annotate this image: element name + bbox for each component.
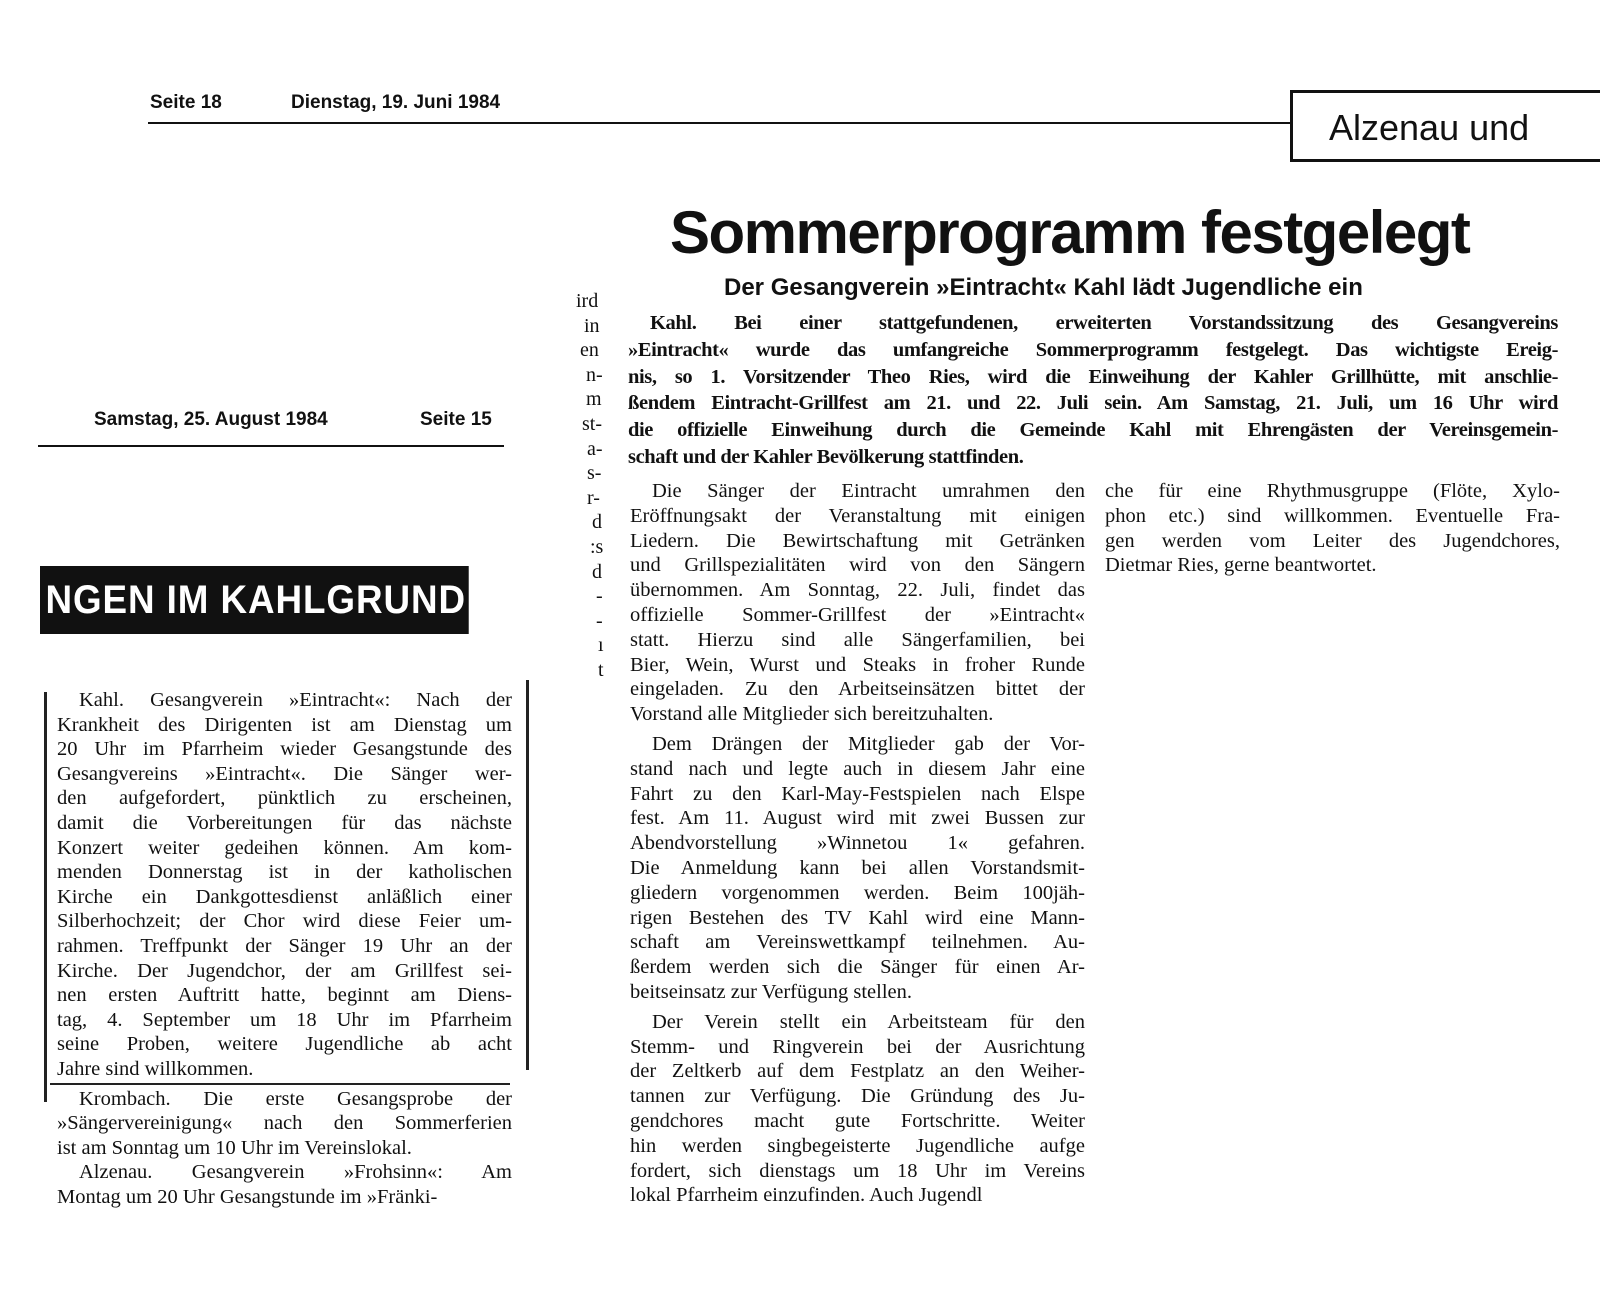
- text-line: die offizielle Einweihung durch die Gemeinde Kahl mit Ehrengästen der Vereinsgemein-: [628, 419, 1558, 442]
- subheadline: Der Gesangverein »Eintracht« Kahl lädt Jugendliche ein: [724, 274, 1363, 301]
- text-line: und Grillspezialitäten wird von den Sängern: [630, 554, 1085, 577]
- text-line: lokal Pfarrheim einzufinden. Auch Jugendl: [630, 1184, 983, 1207]
- text-line: Kahl. Bei einer stattgefundenen, erweiterten Vorstandssitzung des Gesangvereins: [650, 312, 1558, 334]
- fragment-text: :s: [590, 536, 604, 558]
- text-line: Stemm- und Ringverein bei der Ausrichtung: [630, 1035, 1085, 1058]
- text-line: Montag um 20 Uhr Gesangstunde im »Fränki-: [57, 1186, 438, 1208]
- section-box: [1290, 90, 1600, 162]
- fragment-text: in: [584, 314, 600, 337]
- text-line: damit die Vorbereitungen für das nächste: [57, 812, 512, 834]
- text-line: den aufgefordert, pünktlich zu erscheinen,: [57, 787, 512, 810]
- text-line: Dem Drängen der Mitglieder gab der Vor-: [652, 733, 1085, 755]
- fragment-text: m: [586, 388, 602, 411]
- text-line: Alzenau. Gesangverein »Frohsinn«: Am: [79, 1161, 512, 1184]
- text-line: 20 Uhr im Pfarrheim wieder Gesangstunde des: [57, 738, 512, 761]
- text-line: ßerdem werden sich die Sänger für einen Ar-: [630, 956, 1085, 979]
- text-line: Kirche. Der Jugendchor, der am Grillfest sei-: [57, 959, 512, 982]
- fragment-text: d: [592, 511, 602, 534]
- text-line: tannen zur Verfügung. Die Gründung des Ju-: [630, 1085, 1085, 1108]
- text-line: che für eine Rhythmusgruppe (Flöte, Xylo-: [1105, 480, 1560, 502]
- text-line: gliedern vorgenommen werden. Beim 100jäh-: [630, 881, 1085, 904]
- text-line: rigen Bestehen des TV Kahl wird eine Mann-: [630, 906, 1085, 929]
- fragment-text: st-: [582, 413, 602, 435]
- text-line: gendchores macht gute Fortschritte. Weiter: [630, 1110, 1085, 1132]
- text-line: »Sängervereinigung« nach den Sommerferien: [57, 1112, 512, 1135]
- text-line: ßendem Eintracht-Grillfest am 21. und 22. Juli sein. Am Samstag, 21. Juli, um 16 Uhr wird: [628, 392, 1558, 415]
- page-number: Seite 18: [150, 92, 222, 113]
- text-line: Die Anmeldung kann bei allen Vorstandsmit-: [630, 857, 1085, 879]
- clip-mark-right: [526, 680, 529, 1070]
- text-line: Der Verein stellt ein Arbeitsteam für den: [652, 1010, 1085, 1033]
- text-line: Bier, Wein, Wurst und Steaks in froher Runde: [630, 653, 1085, 676]
- text-line: Krankheit des Dirigenten ist am Dienstag um: [57, 713, 512, 736]
- fragment-text: d: [592, 560, 602, 583]
- text-line: Jahre sind willkommen.: [57, 1058, 254, 1080]
- clip-mark-left: [44, 692, 47, 1102]
- fragment-text: en: [580, 339, 599, 362]
- clipping-date: Samstag, 25. August 1984: [94, 409, 328, 430]
- section-title: Alzenau und: [1329, 107, 1530, 148]
- text-line: menden Donnerstag ist in der katholischen: [57, 861, 512, 884]
- fragment-text: a-: [587, 437, 603, 460]
- text-line: offizielle Sommer-Grillfest der »Eintracht«: [630, 604, 1085, 626]
- text-line: statt. Hierzu sind alle Sängerfamilien, bei: [630, 628, 1085, 651]
- text-line: gen werden vom Leiter des Jugendchores,: [1105, 529, 1560, 552]
- clipping-page: Seite 15: [420, 409, 492, 430]
- text-line: nis, so 1. Vorsitzender Theo Ries, wird die Einweihung der Kahler Grillhütte, mit anschlie-: [628, 365, 1558, 388]
- text-line: Konzert weiter gedeihen können. Am kom-: [57, 836, 512, 859]
- text-line: Abendvorstellung »Winnetou 1« gefahren.: [630, 832, 1085, 855]
- fragment-text: s-: [587, 462, 602, 485]
- text-line: »Eintracht« wurde das umfangreiche Sommerprogramm festgelegt. Das wichtigste Ereig-: [628, 338, 1558, 361]
- header-rule: [148, 122, 1290, 124]
- text-line: rahmen. Treffpunkt der Sänger 19 Uhr an der: [57, 935, 512, 957]
- text-line: Kahl. Gesangverein »Eintracht«: Nach der: [79, 689, 512, 711]
- fragment-text: ı: [598, 634, 604, 657]
- headline: Sommerprogramm festgelegt: [670, 199, 1470, 266]
- text-line: Vorstand alle Mitglieder sich bereitzuhalten.: [630, 703, 994, 726]
- text-line: eingeladen. Zu den Arbeitseinsätzen bittet der: [630, 678, 1085, 701]
- text-line: schaft am Vereinswettkampf teilnehmen. Au-: [630, 931, 1085, 954]
- text-line: Krombach. Die erste Gesangsprobe der: [79, 1087, 512, 1110]
- text-line: Silberhochzeit; der Chor wird diese Feier um-: [57, 910, 512, 933]
- text-line: nen ersten Auftritt hatte, beginnt am Diens-: [57, 984, 512, 1007]
- fragment-text: -: [596, 609, 603, 632]
- text-line: Eröffnungsakt der Veranstaltung mit einigen: [630, 504, 1085, 527]
- text-line: stand nach und legte auch in diesem Jahr eine: [630, 757, 1085, 780]
- text-line: Liedern. Die Bewirtschaftung mit Getränken: [630, 529, 1085, 552]
- fragment-text: t: [598, 659, 604, 681]
- text-line: fordert, sich dienstags um 18 Uhr im Vereins: [630, 1159, 1085, 1182]
- fragment-text: n-: [586, 363, 603, 386]
- text-line: der Zeltkerb auf dem Festplatz an den Weiher-: [630, 1060, 1085, 1083]
- text-line: beitseinsatz zur Verfügung stellen.: [630, 981, 912, 1003]
- text-line: übernommen. Am Sonntag, 22. Juli, findet das: [630, 579, 1085, 602]
- text-line: tag, 4. September um 18 Uhr im Pfarrheim: [57, 1008, 512, 1031]
- fragment-text: -: [596, 585, 603, 608]
- text-line: ist am Sonntag um 10 Uhr im Vereinslokal.: [57, 1136, 412, 1159]
- text-line: Dietmar Ries, gerne beantwortet.: [1105, 554, 1377, 577]
- text-line: Fahrt zu den Karl-May-Festspielen nach Elspe: [630, 782, 1085, 805]
- text-line: seine Proben, weitere Jugendliche ab acht: [57, 1033, 512, 1056]
- text-line: hin werden singbegeisterte Jugendliche aufge: [630, 1134, 1085, 1157]
- clipping-rule: [38, 445, 504, 447]
- fragment-text: r-: [587, 486, 600, 509]
- text-line: Die Sänger der Eintracht umrahmen den: [652, 480, 1085, 502]
- text-line: Kirche ein Dankgottesdienst anläßlich einer: [57, 885, 512, 908]
- issue-date: Dienstag, 19. Juni 1984: [291, 92, 501, 113]
- fragment-text: ird: [576, 290, 599, 312]
- text-line: fest. Am 11. August wird mit zwei Bussen zur: [630, 807, 1085, 830]
- text-line: phon etc.) sind willkommen. Eventuelle Fra-: [1105, 504, 1560, 527]
- section-banner: NGEN IM KAHLGRUND: [40, 566, 469, 634]
- text-line: Gesangvereins »Eintracht«. Die Sänger wer-: [57, 762, 512, 785]
- strike-line: [50, 1083, 510, 1085]
- text-line: schaft und der Kahler Bevölkerung stattfinden.: [628, 446, 1024, 468]
